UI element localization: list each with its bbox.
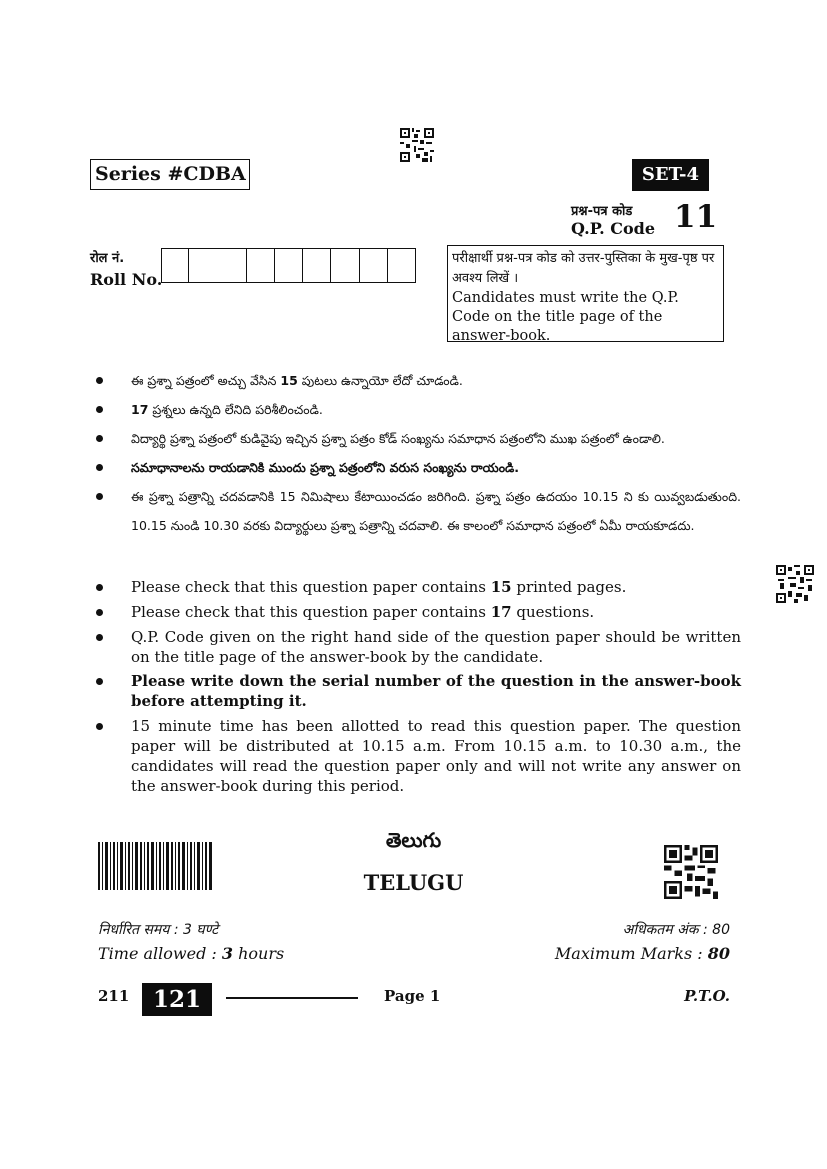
bullet bbox=[96, 723, 103, 730]
bullet bbox=[96, 493, 103, 500]
bullet bbox=[96, 634, 103, 641]
roll-number-boxes[interactable] bbox=[161, 248, 416, 283]
roll-label-hindi: रोल नं. bbox=[90, 251, 125, 266]
text-bold: 15 bbox=[490, 578, 512, 596]
bullet bbox=[96, 377, 103, 384]
text: questions. bbox=[511, 603, 595, 621]
roll-box[interactable] bbox=[247, 249, 275, 282]
qp-code-label: Q.P. Code bbox=[571, 219, 656, 238]
roll-box[interactable] bbox=[388, 249, 415, 282]
marks-label: Maximum Marks : bbox=[554, 944, 708, 963]
bottom-qr-code bbox=[664, 845, 718, 899]
text: printed pages. bbox=[511, 578, 627, 596]
subject-title: TELUGU bbox=[363, 870, 464, 895]
candidate-note-hindi: परीक्षार्थी प्रश्न-पत्र कोड को उत्तर-पुस्तिका के मुख-पृष्ठ पर अवश्य लिखें । bbox=[452, 251, 715, 286]
side-qr-code bbox=[776, 565, 814, 603]
bullet bbox=[96, 584, 103, 591]
text: ఈ ప్రశ్నా పత్రంలో అచ్చు వేసిన bbox=[131, 373, 281, 388]
english-instructions bbox=[96, 577, 741, 797]
text-bold: Please write down the serial number of the question in the answer-book before attempting it. bbox=[131, 672, 741, 710]
text: విద్యార్థి ప్రశ్నా పత్రంలో కుడివైపు ఇచ్చిన ప్రశ్నా పత్రం కోడ్ సంఖ్యను సమాధాన పత్రంలోని ముఖ పత్రంలో ఉండాలి. bbox=[131, 431, 665, 446]
qp-code-label-hindi: प्रश्न-पत्र कोड bbox=[571, 204, 633, 219]
text-bold: 17 bbox=[131, 402, 149, 417]
text: Please check that this question paper contains bbox=[131, 603, 491, 621]
time-unit: hours bbox=[233, 944, 285, 963]
footer-code: 211 bbox=[98, 987, 130, 1005]
time-value: 3 bbox=[221, 944, 234, 963]
candidate-instruction-box bbox=[447, 245, 724, 342]
text: ప్రశ్నలు ఉన్నది లేనిది పరిశీలించండి. bbox=[148, 402, 323, 417]
top-qr-code bbox=[400, 128, 434, 162]
series-label: Series #CDBA bbox=[90, 159, 250, 190]
time-allowed bbox=[98, 944, 284, 963]
text: Please check that this question paper contains bbox=[131, 578, 491, 596]
roll-box[interactable] bbox=[360, 249, 388, 282]
bullet bbox=[96, 435, 103, 442]
list-item bbox=[96, 366, 741, 395]
text: పుటలు ఉన్నాయో లేదో చూడండి. bbox=[297, 373, 463, 388]
footer-box-number: 121 bbox=[142, 983, 212, 1016]
candidate-note-english: Candidates must write the Q.P. Code on the title page of the answer-book. bbox=[452, 290, 679, 344]
roll-box[interactable] bbox=[189, 249, 247, 282]
text-bold: 15 bbox=[280, 373, 298, 388]
subject-title-telugu: తెలుగు bbox=[385, 828, 442, 852]
footer-divider bbox=[226, 997, 358, 999]
roll-box[interactable] bbox=[303, 249, 331, 282]
max-marks bbox=[555, 944, 730, 963]
bullet bbox=[96, 406, 103, 413]
marks-value: 80 bbox=[707, 944, 730, 963]
pto-label: P.T.O. bbox=[684, 987, 730, 1005]
list-item bbox=[96, 453, 741, 482]
text: Q.P. Code given on the right hand side of the question paper should be written on the title page of the answer-book by the candidate. bbox=[131, 628, 741, 666]
qp-code-value: 11 bbox=[674, 199, 718, 235]
set-badge: SET-4 bbox=[632, 159, 709, 191]
list-item bbox=[96, 395, 741, 424]
roll-box[interactable] bbox=[275, 249, 303, 282]
text: 15 minute time has been allotted to read this question paper. The question paper will be distributed at 10.15 a.m. From 10.15 a.m. to 10.30 a.m., the candidates will read the question paper only and will not write any answer on the answer-book during this period. bbox=[131, 717, 741, 795]
text: ఈ ప్రశ్నా పత్రాన్ని చదవడానికి 15 నిమిషాలు కేటాయించడం జరిగింది. ప్రశ్నా పత్రం ఉదయం 10.15 ని కు యివ్వబడుతుంది. 10.15 నుండి 10.30 వరకు విద్యార్థులు ప్రశ్నా పత్రాన్ని చదవాలి. ఈ కాలంలో సమాధాన పత్రంలో ఏమీ రాయకూడదు. bbox=[131, 489, 741, 533]
telugu-instructions bbox=[96, 366, 741, 576]
roll-box[interactable] bbox=[162, 249, 189, 282]
max-marks-hindi: अधिकतम अंक : 80 bbox=[622, 922, 730, 938]
roll-label: Roll No. bbox=[90, 270, 163, 289]
text-bold: సమాధానాలను రాయడానికి ముందు ప్రశ్నా పత్రంలోని వరుస సంఖ్యను రాయండి. bbox=[131, 460, 520, 475]
list-item bbox=[96, 482, 741, 572]
roll-box[interactable] bbox=[331, 249, 360, 282]
page-number: Page 1 bbox=[384, 987, 441, 1005]
bullet bbox=[96, 464, 103, 471]
time-label: Time allowed : bbox=[98, 944, 222, 963]
time-allowed-hindi: निर्धारित समय : 3 घण्टे bbox=[98, 922, 219, 938]
bullet bbox=[96, 609, 103, 616]
text-bold: 17 bbox=[490, 603, 512, 621]
list-item bbox=[96, 424, 741, 453]
bullet bbox=[96, 678, 103, 685]
